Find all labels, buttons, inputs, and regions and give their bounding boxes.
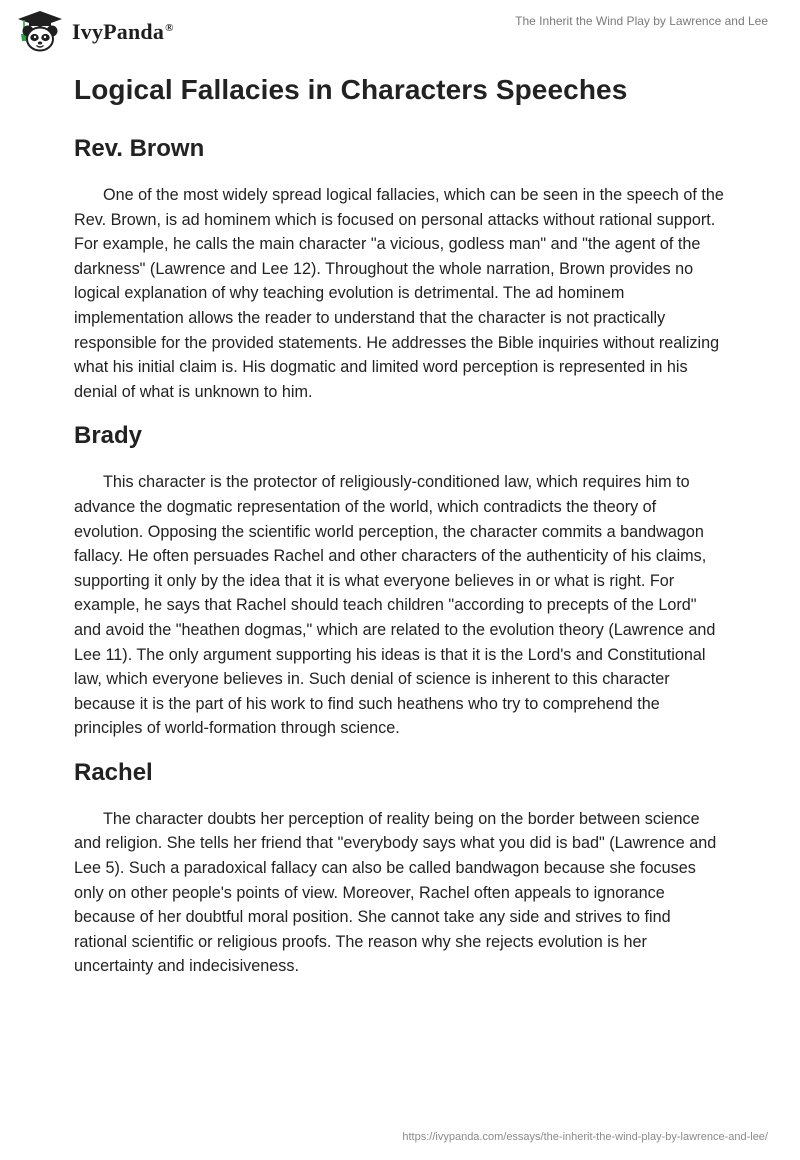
logo-wordmark — [72, 19, 174, 45]
logo-text: IvyPanda — [72, 19, 165, 44]
registered-mark: ® — [165, 21, 174, 34]
source-url[interactable]: https://ivypanda.com/essays/the-inherit-the-wind-play-by-lawrence-and-lee/ — [402, 1131, 768, 1143]
page-header — [0, 0, 800, 60]
section-heading-brady: Brady — [74, 422, 143, 450]
panda-graduate-icon — [14, 9, 66, 53]
section-heading-rev-brown: Rev. Brown — [74, 135, 205, 162]
section-paragraph-rev-brown: One of the most widely spread logical fallacies, which can be seen in the speech of the Rev. Brown, is ad hominem which is focused on personal attacks without rational support. For example, he calls the main character "a vicious, godless man" and "the agent of the darkness" (Lawrence and Lee 12). Throughout the whole narration, Brown provides no logical explanation of why teaching evolution is detrimental. The ad hominem implementation allows the reader to understand that the character is not practically responsible for the provided statements. He addresses the Bible inquiries without realizing what his initial claim is. His dogmatic and limited word perception is represented in his denial of what is unknown to him. — [74, 186, 724, 401]
section-heading-rachel: Rachel — [74, 758, 153, 786]
document-title: The Inherit the Wind Play by Lawrence and Lee — [515, 14, 768, 28]
section-paragraph-rachel: The character doubts her perception of reality being on the border between science and religion. She tells her friend that "everybody says what you did is bad" (Lawrence and Lee 5). Such a paradoxical fallacy can also be called bandwagon because she focuses only on other people's points of view. Moreover, Rachel often appeals to ignorance because of her doubtful moral position. She cannot take any side and strives to find rational scientific or religious proofs. The reason why she rejects evolution is her uncertainty and indecisiveness. — [74, 809, 717, 976]
page-title: Logical Fallacies in Characters Speeches — [74, 74, 628, 105]
article — [74, 72, 726, 979]
ivypanda-logo[interactable] — [14, 9, 174, 53]
section-paragraph-brady: This character is the protector of religiously-conditioned law, which requires him to advance the dogmatic representation of the world, which contradicts the theory of evolution. Opposing the scientific world perception, the character commits a bandwagon fallacy. He often persuades Rachel and other characters of the authenticity of his claims, supporting it only by the idea that it is what everyone believes in or what is right. For example, he says that Rachel should teach children "according to precepts of the Lord" and avoid the "heathen dogmas," which are related to the evolution theory (Lawrence and Lee 11). The only argument supporting his ideas is that it is the Lord's and Constitutional law, which everyone believes in. Such denial of science is inherent to this character because it is the part of his work to find such heathens who try to comprehend the principles of world-formation through science. — [74, 473, 716, 738]
